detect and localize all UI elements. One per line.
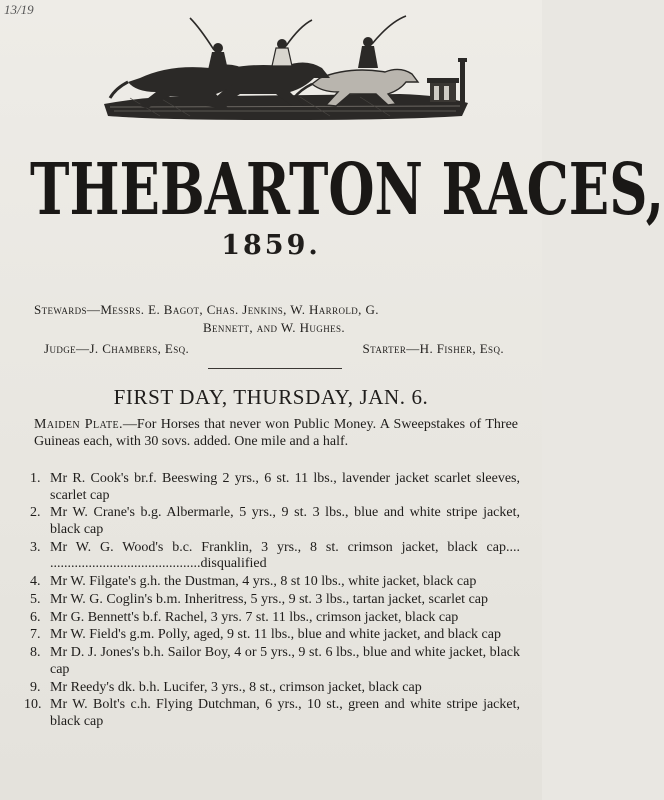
horse-race-woodcut-image (100, 8, 472, 123)
judge-text: Judge—J. Chambers, Esq. (44, 341, 190, 356)
entry-text: Mr W. Crane's b.g. Albermarle, 5 yrs., 9 st. 3 lbs., blue and white stripe jacket, black cap (50, 505, 520, 537)
entry-number: 2. (30, 505, 41, 521)
entry-list (24, 471, 520, 732)
race-description (34, 416, 518, 450)
entry-item (30, 540, 520, 573)
entry-number: 8. (30, 645, 41, 661)
entry-item (30, 610, 520, 627)
entry-number: 7. (30, 627, 41, 643)
divider-rule (208, 368, 342, 369)
entry-text: Mr W. G. Coglin's b.m. Inheritress, 5 yrs., 9 st. 3 lbs., tartan jacket, scarlet cap (50, 591, 488, 607)
race-year: 1859. (221, 230, 321, 261)
entry-text: Mr D. J. Jones's b.h. Sailor Boy, 4 or 5 yrs., 9 st. 6 lbs., blue and white jacket, black cap (50, 645, 520, 677)
entry-number: 5. (30, 591, 41, 607)
entry-item (30, 505, 520, 538)
entry-item (30, 645, 520, 678)
race-label: Maiden Plate. (34, 417, 123, 432)
entry-text: Mr W. Filgate's g.h. the Dustman, 4 yrs., 8 st 10 lbs., white jacket, black cap (50, 574, 477, 590)
entry-text: Mr W. G. Wood's b.c. Franklin, 3 yrs., 8 st. crimson jacket, black cap.... ...........................................disqualified (50, 539, 520, 572)
entry-text: Mr W. Field's g.m. Polly, aged, 9 st. 11 lbs., blue and white jacket, and black cap (50, 627, 501, 643)
entry-number: 6. (30, 609, 41, 625)
stewards-block (34, 301, 514, 337)
stewards-line-1: Stewards—Messrs. E. Bagot, Chas. Jenkins, W. Harrold, G. (34, 302, 379, 317)
stewards-line-2: Bennett, and W. Hughes. (202, 320, 346, 335)
entry-item (30, 592, 520, 609)
entry-item (30, 574, 520, 591)
entry-item (24, 697, 520, 730)
entry-text: Mr W. Bolt's c.h. Flying Dutchman, 6 yrs., 10 st., green and white stripe jacket, black cap (50, 697, 520, 729)
entry-number: 9. (30, 679, 41, 695)
page-title: THEBARTON RACES, (30, 148, 664, 232)
race-conditions: —For Horses that never won Public Money. A Sweepstakes of Three Guineas each, with 30 sovs. added. One mile and a half. (34, 417, 518, 449)
entry-text: Mr G. Bennett's b.f. Rachel, 3 yrs. 7 st. 11 lbs., crimson jacket, black cap (50, 609, 459, 625)
handwritten-annotation: 13/19 (4, 2, 34, 17)
entry-text: Mr Reedy's dk. b.h. Lucifer, 3 yrs., 8 st., crimson jacket, black cap (50, 679, 422, 695)
starter-text: Starter—H. Fisher, Esq. (362, 341, 504, 356)
entry-item (30, 471, 520, 504)
entry-text: Mr R. Cook's br.f. Beeswing 2 yrs., 6 st. 11 lbs., lavender jacket scarlet sleeves, scarlet cap (50, 471, 520, 503)
entry-item (30, 680, 520, 697)
entry-item (30, 627, 520, 644)
day-heading: FIRST DAY, THURSDAY, JAN. 6. (113, 385, 429, 409)
entry-number: 4. (30, 574, 41, 590)
entry-number: 10. (24, 697, 42, 713)
entry-number: 3. (30, 539, 41, 555)
entry-number: 1. (30, 471, 41, 486)
officials-line (44, 341, 504, 357)
